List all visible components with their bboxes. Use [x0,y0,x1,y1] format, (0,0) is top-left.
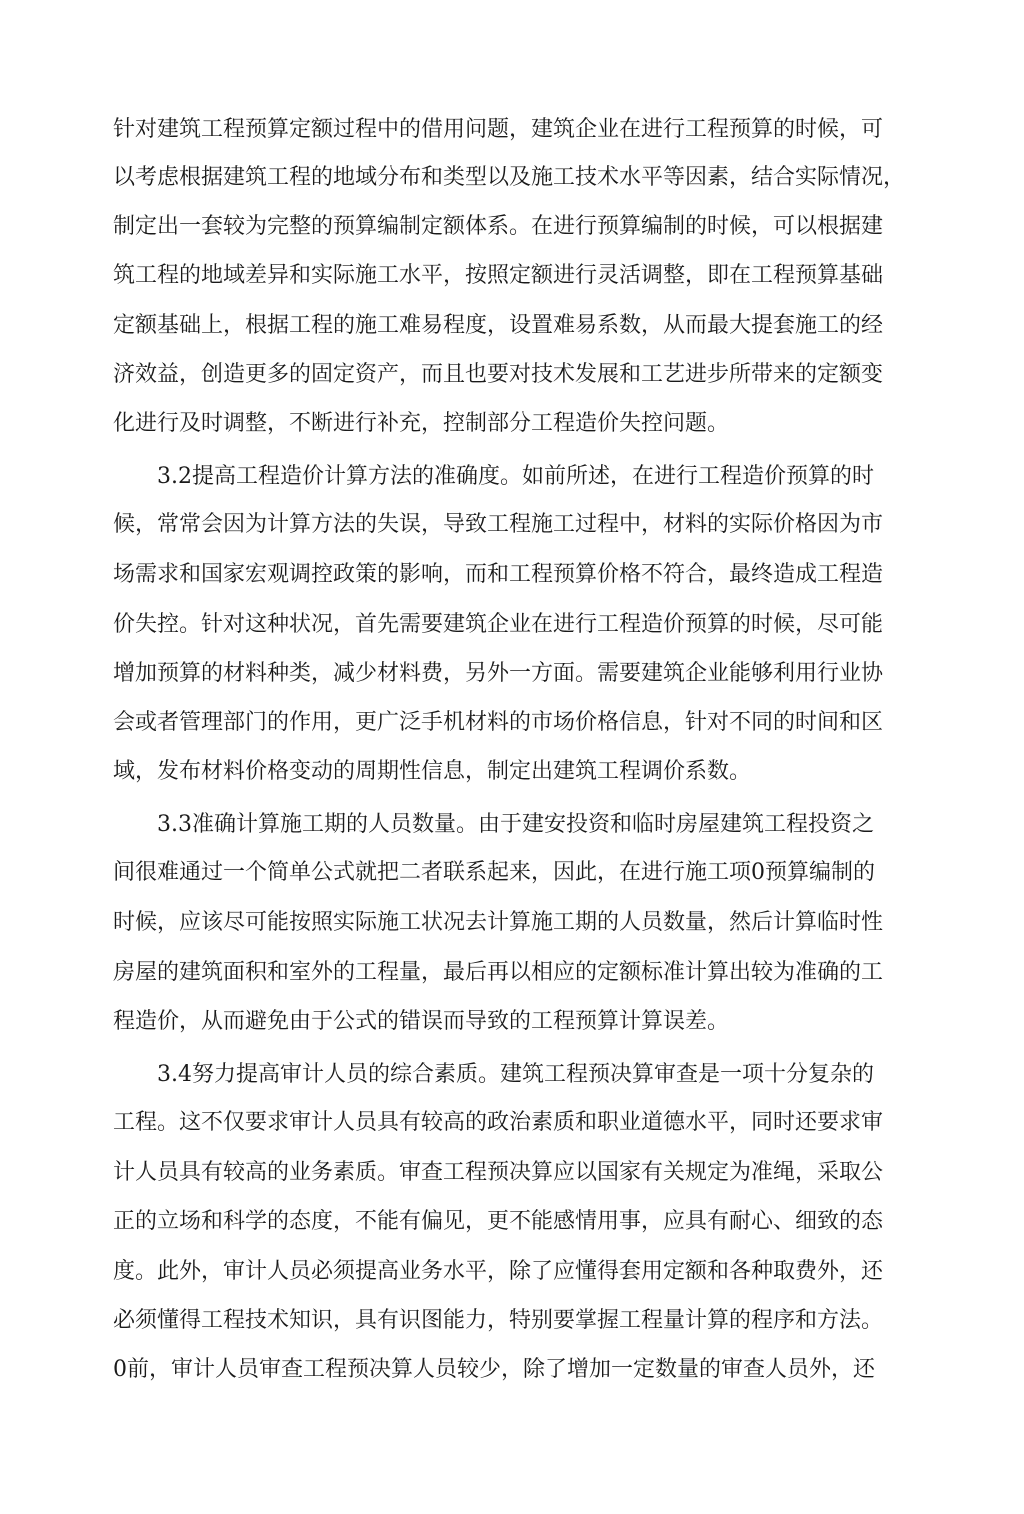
text-line-13: 会或者管理部门的作用，更广泛手机材料的市场价格信息，针对不同的时间和区 [113,710,884,735]
paragraph-heading-3-2: 3.2提高工程造价计算方法的准确度。如前所述，在进行工程造价预算的时 [157,464,874,489]
paragraph-heading-3-4: 3.4努力提高审计人员的综合素质。建筑工程预决算审查是一项十分复杂的 [157,1062,874,1087]
text-line-7: 化进行及时调整，不断进行补充，控制部分工程造价失控问题。 [113,411,730,436]
text-line-9: 候，常常会因为计算方法的失误，导致工程施工过程中，材料的实际价格因为市 [113,512,884,537]
text-line-5: 定额基础上，根据工程的施工难易程度，设置难易系数，从而最大提套施工的经 [113,313,884,338]
text-line-17: 时候，应该尽可能按照实际施工状况去计算施工期的人员数量，然后计算临时性 [113,910,884,935]
text-line-26: 0前，审计人员审查工程预决算人员较少，除了增加一定数量的审查人员外，还 [113,1357,875,1382]
text-line-2: 以考虑根据建筑工程的地域分布和类型以及施工技术水平等因素，结合实际情况， [113,165,906,190]
text-line-16: 间很难通过一个简单公式就把二者联系起来，因此，在进行施工项0预算编制的 [113,860,875,885]
text-line-21: 工程。这不仅要求审计人员具有较高的政治素质和职业道德水平，同时还要求审 [113,1110,884,1135]
text-line-6: 济效益，创造更多的固定资产，而且也要对技术发展和工艺进步所带来的定额变 [113,362,884,387]
paragraph-heading-3-3: 3.3准确计算施工期的人员数量。由于建安投资和临时房屋建筑工程投资之 [157,812,874,837]
text-line-12: 增加预算的材料种类，减少材料费，另外一方面。需要建筑企业能够利用行业协 [113,661,884,686]
text-line-25: 必须懂得工程技术知识，具有识图能力，特别要掌握工程量计算的程序和方法。 [113,1308,884,1333]
text-line-23: 正的立场和科学的态度，不能有偏见，更不能感情用事，应具有耐心、细致的态 [113,1209,884,1234]
text-line-18: 房屋的建筑面积和室外的工程量，最后再以相应的定额标准计算出较为准确的工 [113,960,884,985]
text-line-4: 筑工程的地域差异和实际施工水平，按照定额进行灵活调整，即在工程预算基础 [113,263,884,288]
text-line-1: 针对建筑工程预算定额过程中的借用问题，建筑企业在进行工程预算的时候，可 [113,117,884,142]
text-line-11: 价失控。针对这种状况，首先需要建筑企业在进行工程造价预算的时候，尽可能 [113,612,884,637]
text-line-24: 度。此外，审计人员必须提高业务水平，除了应懂得套用定额和各种取费外，还 [113,1259,884,1284]
text-line-22: 计人员具有较高的业务素质。审查工程预决算应以国家有关规定为准绳，采取公 [113,1160,884,1185]
text-line-10: 场需求和国家宏观调控政策的影响，而和工程预算价格不符合，最终造成工程造 [113,562,884,587]
text-line-3: 制定出一套较为完整的预算编制定额体系。在进行预算编制的时候，可以根据建 [113,214,884,239]
text-line-19: 程造价，从而避免由于公式的错误而导致的工程预算计算误差。 [113,1009,730,1034]
text-line-14: 域，发布材料价格变动的周期性信息，制定出建筑工程调价系数。 [113,759,752,784]
